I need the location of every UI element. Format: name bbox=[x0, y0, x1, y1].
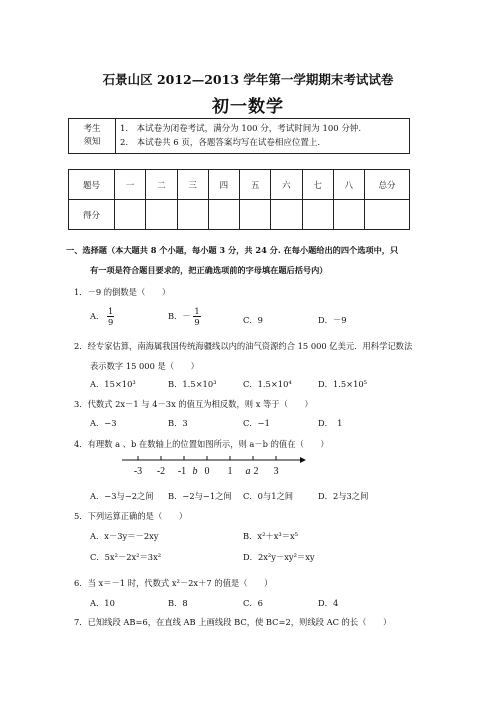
q6-option-c: C．6 bbox=[243, 598, 263, 608]
score-input-cell[interactable] bbox=[146, 200, 177, 230]
q2-stem: 2．经专家估算，南海属我国传统海疆线以内的油气资源约合 15 000 亿美元．用科学记数法 bbox=[74, 341, 413, 351]
number-line-diagram bbox=[118, 452, 308, 482]
q7-stem: 7．已知线段 AB=6，在直线 AB 上画线段 BC，使 BC=2，则线段 AC 的长（ ） bbox=[74, 617, 392, 627]
axis-tick-label: 2 bbox=[253, 466, 259, 477]
q6-option-a: A．10 bbox=[90, 598, 115, 608]
section1-heading: 一、选择题（本大题共 8 个小题，每小题 3 分，共 24 分. 在每小题给出的四个选项中，只 bbox=[66, 245, 399, 255]
notice-item: 2. 本试卷共 6 页，各题答案均写在试卷相应位置上. bbox=[120, 138, 321, 148]
q4-option-a: A．−3与−2之间 bbox=[90, 491, 154, 501]
q4-option-c: C．0与1之间 bbox=[243, 491, 294, 501]
score-label-cell: 得分 bbox=[69, 200, 115, 230]
q1-option-d: D．－9 bbox=[318, 315, 347, 325]
q1-a-fraction: $\frac{1}{9}$ bbox=[107, 306, 114, 327]
q6-option-d: D．4 bbox=[318, 598, 339, 608]
q5-option-b: B．x²＋x³＝x⁵ bbox=[243, 531, 299, 541]
score-input-cell[interactable] bbox=[271, 200, 302, 230]
score-input-cell[interactable] bbox=[333, 200, 364, 230]
axis-tick-label: -2 bbox=[156, 466, 166, 477]
q1-option-c: C．9 bbox=[243, 315, 263, 325]
axis-tick-label: -1 bbox=[177, 466, 187, 477]
axis-point-a: a bbox=[245, 466, 251, 477]
q2-option-c: C．1.5×10⁴ bbox=[243, 379, 292, 389]
exam-title: 石景山区 2012—2013 学年第一学期期末考试试卷 bbox=[102, 72, 394, 87]
number-line-arrow bbox=[300, 457, 306, 463]
q3-stem: 3．代数式 2x－1 与 4－3x 的值互为相反数，则 x 等于（ ） bbox=[74, 399, 313, 409]
q5-stem: 5．下列运算正确的是（ ） bbox=[74, 511, 188, 521]
axis-tick-label: -3 bbox=[133, 466, 143, 477]
score-header-cell: 四 bbox=[208, 170, 239, 200]
q5-option-c: C．5x²－2x²＝3x² bbox=[90, 552, 162, 562]
q1-option-a: A． $\frac{1}{9}$ bbox=[90, 306, 114, 327]
score-header-cell: 题号 bbox=[69, 170, 115, 200]
q2-option-b: B．1.5×10³ bbox=[168, 379, 217, 389]
notice-label: 考生 须知 bbox=[69, 119, 116, 154]
section1-heading-cont: 有一项是符合题目要求的，把正确选项前的字母填在题后括号内） bbox=[90, 265, 328, 275]
axis-tick-label: 3 bbox=[273, 466, 279, 477]
score-input-cell[interactable] bbox=[177, 200, 208, 230]
score-header-cell: 二 bbox=[146, 170, 177, 200]
score-header-cell: 六 bbox=[271, 170, 302, 200]
q3-option-c: C．−1 bbox=[243, 418, 270, 428]
q6-option-b: B．8 bbox=[168, 598, 188, 608]
notice-item: 1. 本试卷为闭卷考试，满分为 100 分，考试时间为 100 分钟. bbox=[120, 124, 362, 134]
q1-b-fraction: $\frac{1}{9}$ bbox=[194, 306, 200, 327]
score-header-cell: 五 bbox=[240, 170, 271, 200]
exam-subtitle: 初一数学 bbox=[212, 97, 284, 117]
score-input-cell[interactable] bbox=[208, 200, 239, 230]
q2-option-d: D．1.5×10⁵ bbox=[318, 379, 367, 389]
axis-tick-label: 0 bbox=[204, 466, 210, 477]
score-header-cell: 七 bbox=[302, 170, 333, 200]
score-input-cell[interactable] bbox=[240, 200, 271, 230]
score-input-cell[interactable] bbox=[302, 200, 333, 230]
score-table bbox=[68, 169, 410, 230]
notice-table bbox=[68, 118, 410, 154]
q2-stem-cont: 表示数字 15 000 是（ ） bbox=[90, 361, 199, 371]
q4-stem: 4．有理数 a 、b 在数轴上的位置如图所示，则 a－b 的值在（ ） bbox=[74, 439, 329, 449]
q5-option-d: D．2x²y－xy²＝xy bbox=[243, 552, 315, 562]
q4-option-b: B．−2与−1之间 bbox=[168, 491, 232, 501]
q3-option-a: A．−3 bbox=[90, 418, 117, 428]
q2-option-a: A．15×10³ bbox=[90, 379, 136, 389]
axis-point-b: b bbox=[192, 466, 198, 477]
q4-option-d: D．2与3之间 bbox=[318, 491, 369, 501]
q5-option-a: A．x－3y＝－2xy bbox=[90, 531, 159, 541]
score-header-cell: 一 bbox=[115, 170, 146, 200]
score-header-cell: 总分 bbox=[365, 170, 410, 200]
score-input-cell[interactable] bbox=[115, 200, 146, 230]
score-table-header-row bbox=[69, 170, 410, 200]
q1-option-b: B．－ $\frac{1}{9}$ bbox=[168, 306, 200, 327]
score-header-cell: 八 bbox=[333, 170, 364, 200]
q3-option-b: B．3 bbox=[168, 418, 188, 428]
axis-tick-label: 1 bbox=[227, 466, 233, 477]
q6-stem: 6．当 x＝－1 时，代数式 x²－2x＋7 的值是（ ） bbox=[74, 578, 273, 588]
score-input-cell[interactable] bbox=[365, 200, 410, 230]
notice-text bbox=[116, 119, 410, 154]
q3-option-d: D． 1 bbox=[318, 418, 343, 428]
q1-stem: 1．－9 的倒数是（ ） bbox=[74, 287, 171, 297]
score-header-cell: 三 bbox=[177, 170, 208, 200]
score-table-score-row bbox=[69, 200, 410, 230]
